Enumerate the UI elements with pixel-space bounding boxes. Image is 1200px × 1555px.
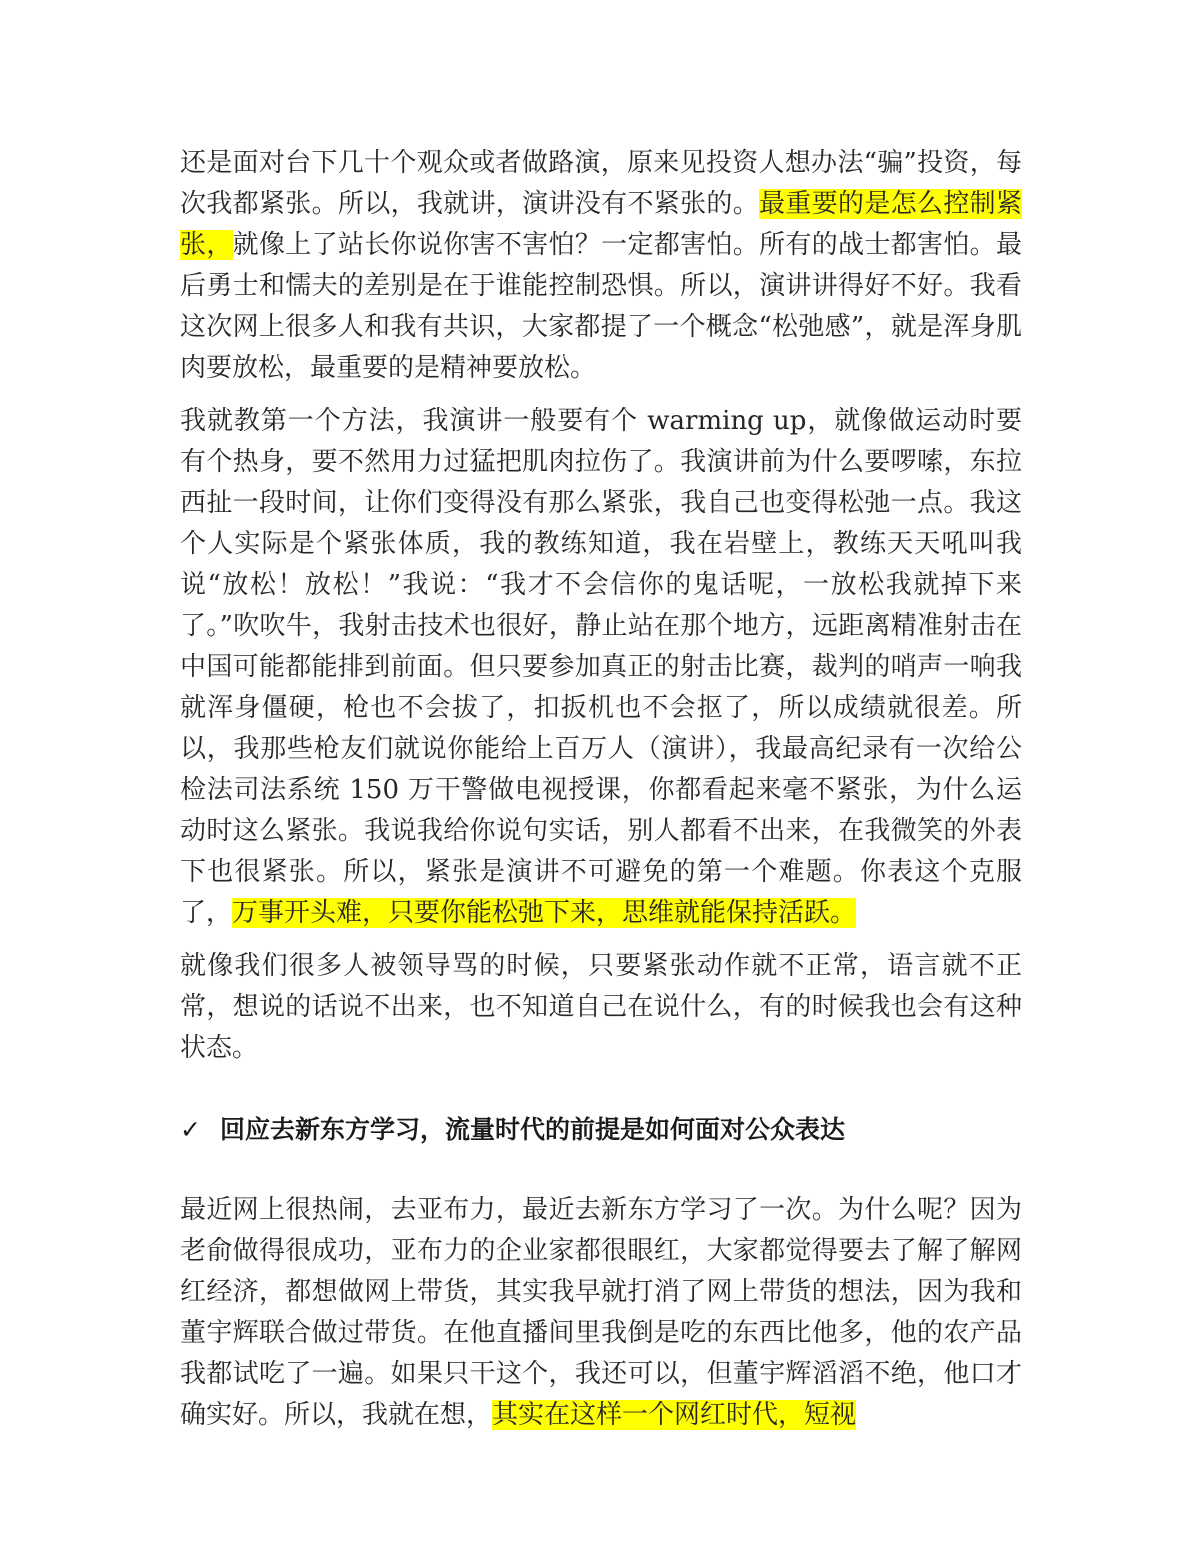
paragraph-1 [180, 143, 1022, 389]
paragraph-3 [180, 946, 1022, 1069]
paragraph-4-text-a: 最近网上很热闹，去亚布力，最近去新东方学习了一次。为什么呢？因为老俞做得很成功，亚布力的企业家都很眼红，大家都觉得要去了解了解网红经济，都想做网上带货，其实我早就打消了网上带货的想法，因为我和董宇辉联合做过带货。在他直播间里我倒是吃的东西比他多，他的农产品我都试吃了一遍。如果只干这个，我还可以，但董宇辉滔滔不绝，他口才确实好。所以，我就在想， [180, 1195, 1022, 1430]
paragraph-2-highlight: 万事开头难，只要你能松弛下来，思维就能保持活跃。 [232, 898, 857, 928]
section-heading [180, 1109, 1022, 1150]
paragraph-2 [180, 401, 1022, 934]
paragraph-1-text-b: 就像上了站长你说你害不害怕？一定都害怕。所有的战士都害怕。最后勇士和懦夫的差别是在于谁能控制恐惧。所以，演讲讲得好不好。我看这次网上很多人和我有共识，大家都提了一个概念“松弛感”，就是浑身肌肉要放松，最重要的是精神要放松。 [180, 230, 1022, 383]
paragraph-3-text: 就像我们很多人被领导骂的时候，只要紧张动作就不正常，语言就不正常，想说的话说不出来，也不知道自己在说什么，有的时候我也会有这种状态。 [180, 951, 1022, 1063]
paragraph-4 [180, 1190, 1022, 1436]
paragraph-2-text-a: 我就教第一个方法，我演讲一般要有个 warming up，就像做运动时要有个热身，要不然用力过猛把肌肉拉伤了。我演讲前为什么要啰嗦，东拉西扯一段时间，让你们变得没有那么紧张，我自己也变得松弛一点。我这个人实际是个紧张体质，我的教练知道，我在岩壁上，教练天天吼叫我说“放松！放松！”我说：“我才不会信你的鬼话呢，一放松我就掉下来了。”吹吹牛，我射击技术也很好，静止站在那个地方，远距离精准射击在中国可能都能排到前面。但只要参加真正的射击比赛，裁判的哨声一响我就浑身僵硬，枪也不会拔了，扣扳机也不会抠了，所以成绩就很差。所以，我那些枪友们就说你能给上百万人（演讲），我最高纪录有一次给公检法司法系统 150 万干警做电视授课，你都看起来毫不紧张，为什么运动时这么紧张。我说我给你说句实话，别人都看不出来，在我微笑的外表下也很紧张。所以，紧张是演讲不可避免的第一个难题。你表这个克服了， [180, 406, 1022, 928]
document-body [180, 143, 1022, 1448]
paragraph-1-highlight: 最重要的是怎么控制紧张， [180, 189, 1022, 260]
section-heading-text: 回应去新东方学习，流量时代的前提是如何面对公众表达 [220, 1115, 846, 1144]
paragraph-4-highlight: 其实在这样一个网红时代，短视 [492, 1400, 857, 1430]
checkmark-icon: ✓ [180, 1115, 201, 1144]
paragraph-1-text-a: 还是面对台下几十个观众或者做路演，原来见投资人想办法“骗”投资，每次我都紧张。所以，我就讲，演讲没有不紧张的。 [180, 148, 1022, 219]
